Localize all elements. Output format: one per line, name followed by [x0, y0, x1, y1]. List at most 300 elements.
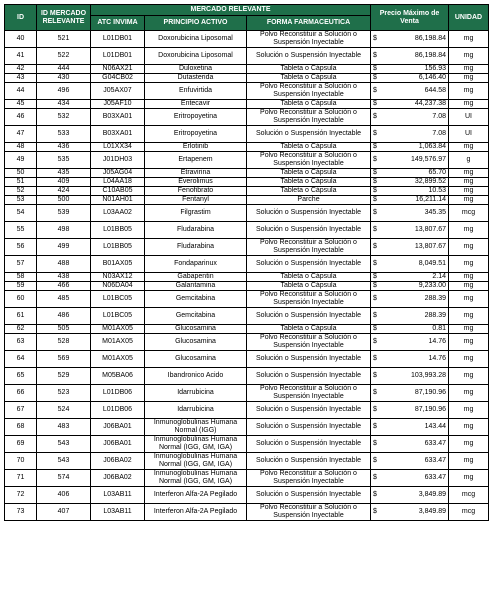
currency-symbol: $: [373, 423, 377, 431]
table-row: [5, 48, 489, 65]
cell-atc: B01AX05: [91, 256, 145, 273]
cell-id: 50: [5, 169, 37, 178]
table-row: [5, 470, 489, 487]
cell-principio: Ibandronico Acido: [145, 368, 247, 385]
cell-forma: Solución o Suspensión Inyectable: [247, 453, 371, 470]
cell-id: 44: [5, 83, 37, 100]
table-row: [5, 31, 489, 48]
table-row: [5, 402, 489, 419]
cell-id: 43: [5, 74, 37, 83]
cell-atc: L03AB11: [91, 504, 145, 521]
cell-forma: Solución o Suspensión Inyectable: [247, 368, 371, 385]
cell-atc: B03XA01: [91, 126, 145, 143]
price-value: 9,233.00: [418, 282, 446, 290]
cell-atc: M01AX05: [91, 351, 145, 368]
table-row: [5, 334, 489, 351]
cell-precio: [371, 169, 449, 178]
cell-principio: Fludarabina: [145, 222, 247, 239]
cell-id-mercado: 438: [37, 273, 91, 282]
cell-id-mercado: 543: [37, 453, 91, 470]
price-value: 13,807.67: [414, 243, 446, 251]
cell-unidad: mg: [449, 325, 489, 334]
cell-atc: N01AH01: [91, 196, 145, 205]
price-value: 32,899.52: [414, 178, 446, 186]
cell-principio: Etravirina: [145, 169, 247, 178]
cell-id-mercado: 500: [37, 196, 91, 205]
cell-atc: M01AX05: [91, 325, 145, 334]
cell-principio: Fondaparinux: [145, 256, 247, 273]
header-forma: FORMA FARMACEUTICA: [247, 16, 371, 31]
table-row: [5, 256, 489, 273]
currency-symbol: $: [373, 100, 377, 108]
currency-symbol: $: [373, 440, 377, 448]
cell-id-mercado: 406: [37, 487, 91, 504]
price-value: 3,849.89: [418, 491, 446, 499]
cell-principio: Gabapentin: [145, 273, 247, 282]
cell-precio: [371, 143, 449, 152]
cell-principio: Inmunoglobulinas Humana Normal (IGG, GM, IGA): [145, 453, 247, 470]
table-row: [5, 74, 489, 83]
cell-id: 53: [5, 196, 37, 205]
cell-id-mercado: 435: [37, 169, 91, 178]
cell-id: 71: [5, 470, 37, 487]
cell-forma: Tableta o Cápsula: [247, 325, 371, 334]
currency-symbol: $: [373, 74, 377, 82]
cell-principio: Doxorubicina Liposomal: [145, 48, 247, 65]
cell-atc: L04AA18: [91, 178, 145, 187]
currency-symbol: $: [373, 169, 377, 177]
cell-unidad: mg: [449, 178, 489, 187]
currency-symbol: $: [373, 209, 377, 217]
cell-unidad: mg: [449, 334, 489, 351]
cell-id: 56: [5, 239, 37, 256]
cell-principio: Idarrubicina: [145, 402, 247, 419]
cell-id: 69: [5, 436, 37, 453]
cell-atc: L01DB01: [91, 31, 145, 48]
cell-unidad: mg: [449, 419, 489, 436]
cell-atc: M01AX05: [91, 334, 145, 351]
cell-id: 54: [5, 205, 37, 222]
cell-precio: [371, 239, 449, 256]
cell-forma: Tableta o Cápsula: [247, 143, 371, 152]
cell-id: 47: [5, 126, 37, 143]
cell-forma: Solución o Suspensión Inyectable: [247, 351, 371, 368]
cell-id-mercado: 535: [37, 152, 91, 169]
header-id-mercado: ID MERCADO RELEVANTE: [37, 5, 91, 31]
cell-principio: Galantamina: [145, 282, 247, 291]
cell-precio: [371, 308, 449, 325]
price-value: 6,146.40: [418, 74, 446, 82]
cell-atc: L01BB05: [91, 239, 145, 256]
cell-precio: [371, 109, 449, 126]
cell-principio: Fentanyl: [145, 196, 247, 205]
cell-id: 68: [5, 419, 37, 436]
table-row: [5, 291, 489, 308]
cell-precio: [371, 368, 449, 385]
currency-symbol: $: [373, 87, 377, 95]
price-value: 44,237.38: [414, 100, 446, 108]
currency-symbol: $: [373, 491, 377, 499]
cell-unidad: mg: [449, 436, 489, 453]
cell-unidad: g: [449, 152, 489, 169]
cell-id: 42: [5, 65, 37, 74]
cell-unidad: mg: [449, 100, 489, 109]
price-value: 86,198.84: [414, 35, 446, 43]
cell-id: 62: [5, 325, 37, 334]
table-header: [5, 5, 489, 31]
cell-id-mercado: 523: [37, 385, 91, 402]
cell-precio: [371, 222, 449, 239]
header-atc: ATC INVIMA: [91, 16, 145, 31]
cell-principio: Fludarabina: [145, 239, 247, 256]
cell-precio: [371, 178, 449, 187]
table-row: [5, 239, 489, 256]
price-value: 8,049.51: [418, 260, 446, 268]
cell-atc: G04CB02: [91, 74, 145, 83]
currency-symbol: $: [373, 113, 377, 121]
cell-forma: Tableta o Cápsula: [247, 187, 371, 196]
cell-forma: Solución o Suspensión Inyectable: [247, 436, 371, 453]
cell-precio: [371, 334, 449, 351]
cell-unidad: mg: [449, 351, 489, 368]
cell-atc: J06BA01: [91, 419, 145, 436]
cell-forma: Tableta o Cápsula: [247, 100, 371, 109]
cell-precio: [371, 470, 449, 487]
cell-id-mercado: 543: [37, 436, 91, 453]
cell-forma: Polvo Reconstituir a Solución o Suspensión Inyectable: [247, 291, 371, 308]
cell-unidad: mg: [449, 308, 489, 325]
cell-id: 57: [5, 256, 37, 273]
cell-principio: Eritropoyetina: [145, 109, 247, 126]
cell-atc: L01BC05: [91, 308, 145, 325]
cell-forma: Polvo Reconstituir a Solución o Suspensión Inyectable: [247, 109, 371, 126]
cell-id: 55: [5, 222, 37, 239]
cell-id-mercado: 434: [37, 100, 91, 109]
cell-forma: Solución o Suspensión Inyectable: [247, 308, 371, 325]
cell-id-mercado: 522: [37, 48, 91, 65]
cell-principio: Glucosamina: [145, 334, 247, 351]
cell-id: 45: [5, 100, 37, 109]
currency-symbol: $: [373, 406, 377, 414]
cell-unidad: mcg: [449, 205, 489, 222]
table-row: [5, 436, 489, 453]
cell-atc: N03AX12: [91, 273, 145, 282]
cell-unidad: mg: [449, 83, 489, 100]
cell-principio: Inmunoglobulinas Humana Normal (IGG, GM, IGA): [145, 436, 247, 453]
table-row: [5, 152, 489, 169]
cell-id: 49: [5, 152, 37, 169]
currency-symbol: $: [373, 65, 377, 73]
cell-forma: Polvo Reconstituir a Solución o Suspensión Inyectable: [247, 334, 371, 351]
cell-forma: Tableta o Cápsula: [247, 273, 371, 282]
price-value: 14.76: [428, 338, 446, 346]
cell-principio: Duloxetina: [145, 65, 247, 74]
cell-forma: Solución o Suspensión Inyectable: [247, 256, 371, 273]
cell-principio: Interferon Alfa-2A Pegilado: [145, 487, 247, 504]
price-value: 65.70: [428, 169, 446, 177]
cell-atc: L03AB11: [91, 487, 145, 504]
cell-atc: L01BB05: [91, 222, 145, 239]
currency-symbol: $: [373, 372, 377, 380]
cell-unidad: mg: [449, 256, 489, 273]
cell-forma: Polvo Reconstituir a Solución o Suspensión Inyectable: [247, 31, 371, 48]
cell-id-mercado: 532: [37, 109, 91, 126]
price-value: 345.35: [424, 209, 446, 217]
table-row: [5, 187, 489, 196]
cell-principio: Doxorubicina Liposomal: [145, 31, 247, 48]
cell-unidad: mg: [449, 291, 489, 308]
cell-id-mercado: 466: [37, 282, 91, 291]
price-value: 10.53: [428, 187, 446, 195]
cell-forma: Polvo Reconstituir a Solución o Suspensión Inyectable: [247, 83, 371, 100]
cell-unidad: mg: [449, 187, 489, 196]
cell-id-mercado: 569: [37, 351, 91, 368]
currency-symbol: $: [373, 156, 377, 164]
cell-atc: L01DB06: [91, 385, 145, 402]
table-row: [5, 325, 489, 334]
cell-unidad: mg: [449, 453, 489, 470]
cell-atc: L01BC05: [91, 291, 145, 308]
cell-id: 61: [5, 308, 37, 325]
currency-symbol: $: [373, 457, 377, 465]
currency-symbol: $: [373, 295, 377, 303]
table-row: [5, 178, 489, 187]
cell-precio: [371, 453, 449, 470]
cell-atc: J05AF10: [91, 100, 145, 109]
cell-unidad: mg: [449, 239, 489, 256]
currency-symbol: $: [373, 178, 377, 186]
currency-symbol: $: [373, 312, 377, 320]
cell-id: 65: [5, 368, 37, 385]
table-row: [5, 65, 489, 74]
cell-unidad: mg: [449, 385, 489, 402]
currency-symbol: $: [373, 338, 377, 346]
cell-id: 73: [5, 504, 37, 521]
cell-forma: Solución o Suspensión Inyectable: [247, 419, 371, 436]
cell-precio: [371, 205, 449, 222]
price-value: 644.58: [424, 87, 446, 95]
cell-precio: [371, 152, 449, 169]
cell-id: 67: [5, 402, 37, 419]
cell-unidad: mg: [449, 74, 489, 83]
cell-precio: [371, 325, 449, 334]
cell-id-mercado: 496: [37, 83, 91, 100]
cell-unidad: mg: [449, 368, 489, 385]
cell-id-mercado: 529: [37, 368, 91, 385]
cell-unidad: mg: [449, 273, 489, 282]
cell-id-mercado: 521: [37, 31, 91, 48]
cell-forma: Polvo Reconstituir a Solución o Suspensión Inyectable: [247, 504, 371, 521]
cell-id-mercado: 528: [37, 334, 91, 351]
price-value: 86,198.84: [414, 52, 446, 60]
currency-symbol: $: [373, 260, 377, 268]
cell-atc: J06BA01: [91, 436, 145, 453]
cell-forma: Tableta o Cápsula: [247, 169, 371, 178]
cell-principio: Dutasterida: [145, 74, 247, 83]
currency-symbol: $: [373, 355, 377, 363]
cell-principio: Gemcitabina: [145, 308, 247, 325]
cell-atc: J06BA02: [91, 453, 145, 470]
price-value: 149,576.97: [410, 156, 446, 164]
table-row: [5, 504, 489, 521]
price-value: 7.08: [432, 113, 446, 121]
price-value: 87,190.96: [414, 389, 446, 397]
cell-id-mercado: 486: [37, 308, 91, 325]
cell-id-mercado: 409: [37, 178, 91, 187]
table-row: [5, 453, 489, 470]
header-mercado-relevante-group: MERCADO RELEVANTE: [91, 5, 371, 16]
cell-id: 64: [5, 351, 37, 368]
cell-id-mercado: 574: [37, 470, 91, 487]
currency-symbol: $: [373, 130, 377, 138]
cell-precio: [371, 126, 449, 143]
table-row: [5, 205, 489, 222]
cell-id-mercado: 485: [37, 291, 91, 308]
cell-unidad: mg: [449, 48, 489, 65]
price-value: 3,849.89: [418, 508, 446, 516]
cell-id: 63: [5, 334, 37, 351]
cell-forma: Solución o Suspensión Inyectable: [247, 487, 371, 504]
cell-unidad: mg: [449, 31, 489, 48]
cell-precio: [371, 385, 449, 402]
cell-unidad: mcg: [449, 504, 489, 521]
cell-id-mercado: 539: [37, 205, 91, 222]
cell-precio: [371, 291, 449, 308]
cell-id: 40: [5, 31, 37, 48]
cell-unidad: mg: [449, 65, 489, 74]
table-row: [5, 83, 489, 100]
cell-precio: [371, 419, 449, 436]
cell-id-mercado: 430: [37, 74, 91, 83]
table-row: [5, 100, 489, 109]
cell-id-mercado: 424: [37, 187, 91, 196]
cell-forma: Polvo Reconstituir a Solución o Suspensión Inyectable: [247, 385, 371, 402]
table-row: [5, 109, 489, 126]
cell-id: 72: [5, 487, 37, 504]
cell-atc: L03AA02: [91, 205, 145, 222]
cell-id: 59: [5, 282, 37, 291]
cell-principio: Filgrastim: [145, 205, 247, 222]
cell-id-mercado: 436: [37, 143, 91, 152]
cell-precio: [371, 436, 449, 453]
price-value: 143.44: [424, 423, 446, 431]
table-body: [5, 31, 489, 521]
cell-forma: Tableta o Cápsula: [247, 178, 371, 187]
table-row: [5, 126, 489, 143]
cell-forma: Parche: [247, 196, 371, 205]
cell-id-mercado: 488: [37, 256, 91, 273]
header-principio: PRINCIPIO ACTIVO: [145, 16, 247, 31]
cell-forma: Tableta o Cápsula: [247, 282, 371, 291]
table-row: [5, 143, 489, 152]
price-value: 16,211.14: [415, 196, 446, 204]
cell-unidad: mcg: [449, 487, 489, 504]
cell-precio: [371, 282, 449, 291]
cell-atc: M05BA06: [91, 368, 145, 385]
cell-principio: Inmunoglobulinas Humana Normal (IGG, GM, IGA): [145, 470, 247, 487]
cell-forma: Polvo Reconstituir a Solución o Suspensión Inyectable: [247, 152, 371, 169]
table-row: [5, 308, 489, 325]
header-precio: Precio Máximo de Venta: [371, 5, 449, 31]
price-table-container: [4, 4, 488, 521]
cell-precio: [371, 100, 449, 109]
cell-forma: Solución o Suspensión Inyectable: [247, 402, 371, 419]
cell-atc: J06BA02: [91, 470, 145, 487]
cell-forma: Polvo Reconstituir a Solución o Suspensión Inyectable: [247, 470, 371, 487]
cell-id-mercado: 407: [37, 504, 91, 521]
cell-id: 60: [5, 291, 37, 308]
table-row: [5, 273, 489, 282]
cell-principio: Interferon Alfa-2A Pegilado: [145, 504, 247, 521]
table-row: [5, 222, 489, 239]
cell-id: 66: [5, 385, 37, 402]
price-value: 7.08: [432, 130, 446, 138]
cell-precio: [371, 187, 449, 196]
cell-principio: Glucosamina: [145, 351, 247, 368]
cell-precio: [371, 83, 449, 100]
cell-principio: Gemcitabina: [145, 291, 247, 308]
currency-symbol: $: [373, 389, 377, 397]
cell-principio: Entecavir: [145, 100, 247, 109]
cell-unidad: UI: [449, 109, 489, 126]
cell-atc: N06DA04: [91, 282, 145, 291]
cell-precio: [371, 351, 449, 368]
cell-id-mercado: 483: [37, 419, 91, 436]
currency-symbol: $: [373, 196, 377, 204]
currency-symbol: $: [373, 35, 377, 43]
cell-precio: [371, 48, 449, 65]
table-row: [5, 282, 489, 291]
currency-symbol: $: [373, 143, 377, 151]
table-row: [5, 196, 489, 205]
cell-unidad: mg: [449, 282, 489, 291]
cell-id-mercado: 533: [37, 126, 91, 143]
price-value: 103,993.28: [410, 372, 446, 380]
cell-id: 48: [5, 143, 37, 152]
price-value: 633.47: [424, 474, 446, 482]
cell-principio: Enfuvirtida: [145, 83, 247, 100]
cell-unidad: mg: [449, 169, 489, 178]
currency-symbol: $: [373, 273, 377, 281]
currency-symbol: $: [373, 325, 377, 333]
cell-principio: Inmunoglobulinas Humana Normal (IGG): [145, 419, 247, 436]
cell-precio: [371, 196, 449, 205]
currency-symbol: $: [373, 187, 377, 195]
price-value: 156.93: [424, 65, 446, 73]
cell-atc: J01DH03: [91, 152, 145, 169]
cell-precio: [371, 65, 449, 74]
cell-precio: [371, 74, 449, 83]
cell-id: 46: [5, 109, 37, 126]
table-row: [5, 351, 489, 368]
cell-principio: Eritropoyetina: [145, 126, 247, 143]
price-value: 14.76: [428, 355, 446, 363]
table-row: [5, 385, 489, 402]
cell-id-mercado: 524: [37, 402, 91, 419]
cell-atc: B03XA01: [91, 109, 145, 126]
cell-principio: Erlotinib: [145, 143, 247, 152]
price-value: 633.47: [424, 440, 446, 448]
price-value: 2.14: [432, 273, 446, 281]
cell-atc: L01XX34: [91, 143, 145, 152]
currency-symbol: $: [373, 226, 377, 234]
cell-id: 51: [5, 178, 37, 187]
cell-principio: Glucosamina: [145, 325, 247, 334]
cell-atc: J05AG04: [91, 169, 145, 178]
cell-precio: [371, 402, 449, 419]
table-row: [5, 487, 489, 504]
cell-id-mercado: 499: [37, 239, 91, 256]
